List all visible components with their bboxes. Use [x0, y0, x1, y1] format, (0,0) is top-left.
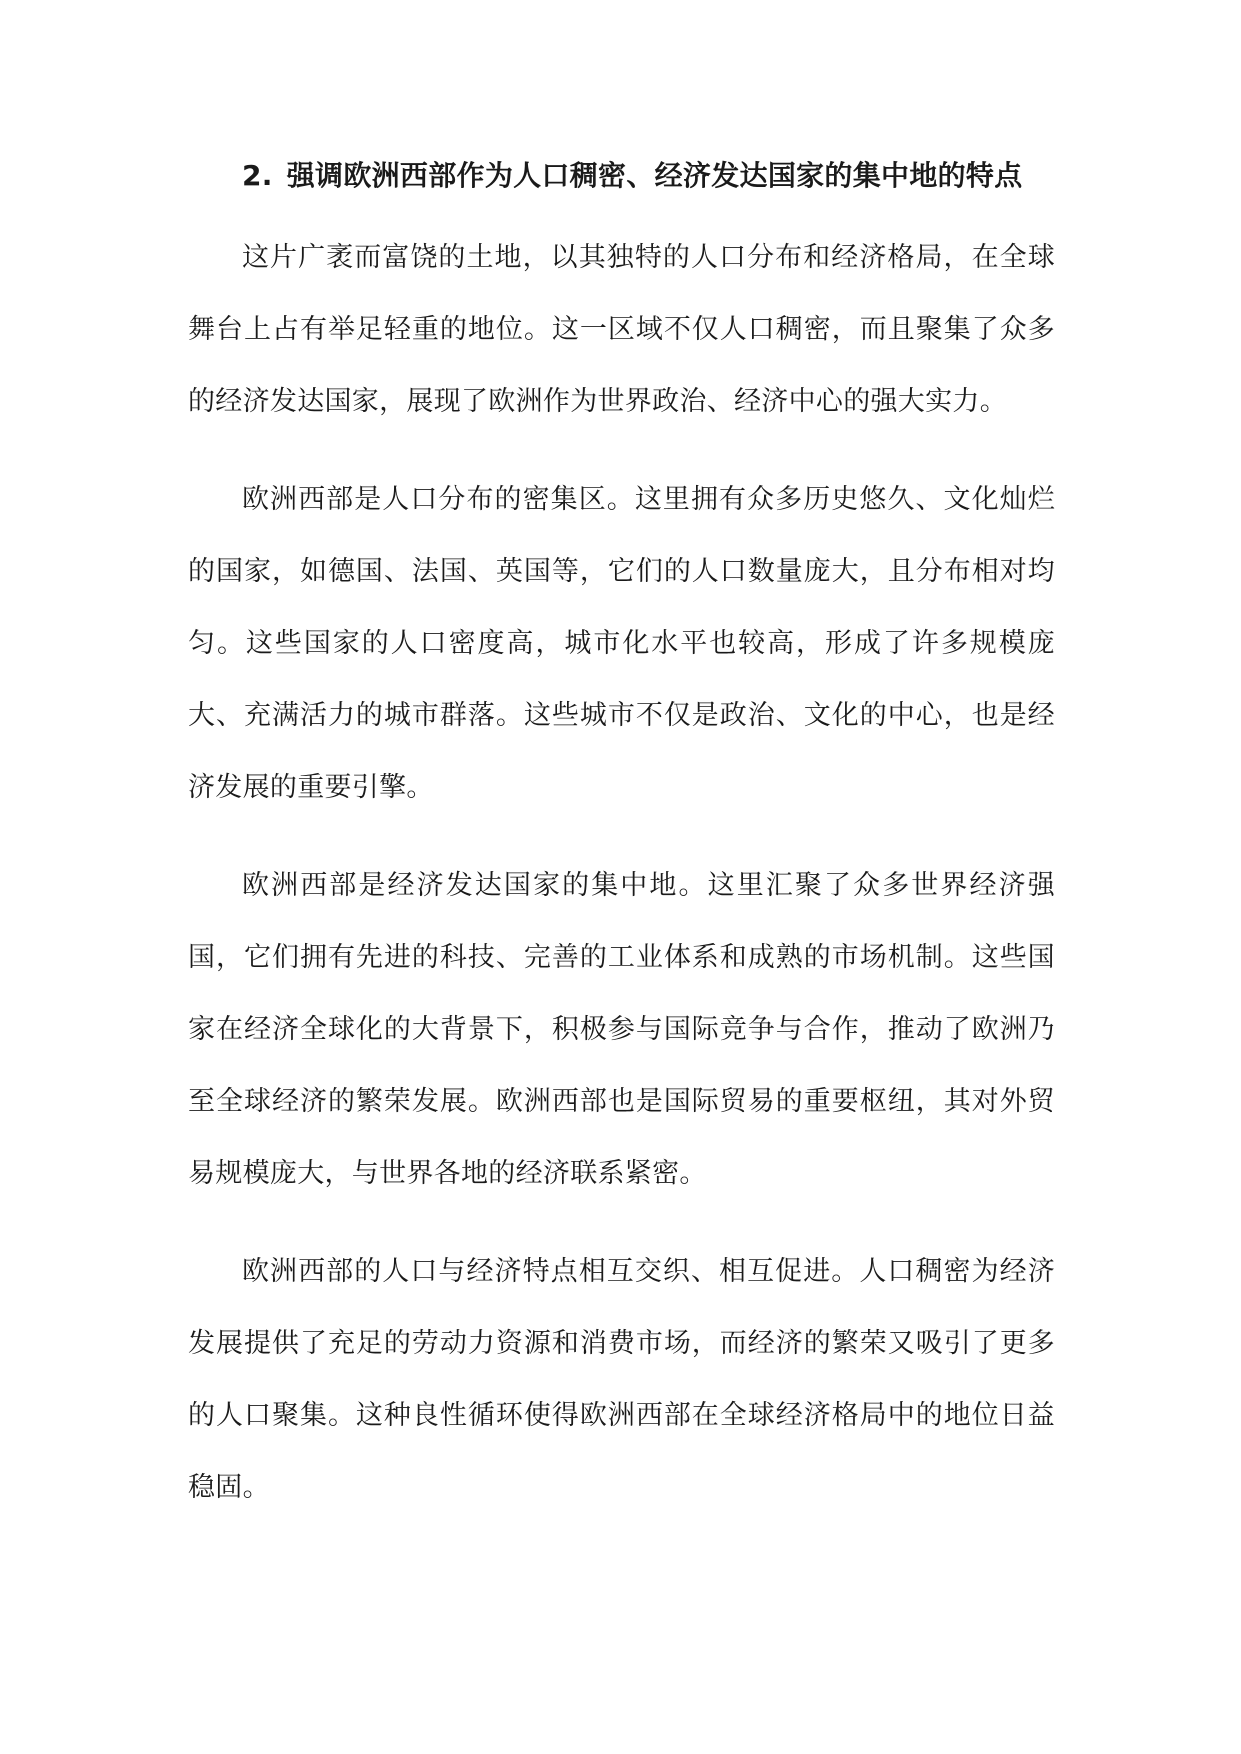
section-heading: [188, 150, 1055, 202]
paragraph-2: 欧洲西部是人口分布的密集区。这里拥有众多历史悠久、文化灿烂的国家，如德国、法国、英国等，它们的人口数量庞大，且分布相对均匀。这些国家的人口密度高，城市化水平也较高，形成了许多规模庞大、充满活力的城市群落。这些城市不仅是政治、文化的中心，也是经济发展的重要引擎。: [188, 484, 1055, 803]
document-body: [188, 150, 1055, 1524]
section-number: 2.: [242, 159, 273, 192]
section-title: 强调欧洲西部作为人口稠密、经济发达国家的集中地的特点: [286, 159, 1023, 192]
paragraph-1: 这片广袤而富饶的土地，以其独特的人口分布和经济格局，在全球舞台上占有举足轻重的地位。这一区域不仅人口稠密，而且聚集了众多的经济发达国家，展现了欧洲作为世界政治、经济中心的强大实力。: [188, 242, 1055, 417]
paragraph-3: 欧洲西部是经济发达国家的集中地。这里汇聚了众多世界经济强国，它们拥有先进的科技、完善的工业体系和成熟的市场机制。这些国家在经济全球化的大背景下，积极参与国际竞争与合作，推动了欧洲乃至全球经济的繁荣发展。欧洲西部也是国际贸易的重要枢纽，其对外贸易规模庞大，与世界各地的经济联系紧密。: [188, 870, 1055, 1189]
paragraph-4: 欧洲西部的人口与经济特点相互交织、相互促进。人口稠密为经济发展提供了充足的劳动力资源和消费市场，而经济的繁荣又吸引了更多的人口聚集。这种良性循环使得欧洲西部在全球经济格局中的地位日益稳固。: [188, 1256, 1055, 1503]
